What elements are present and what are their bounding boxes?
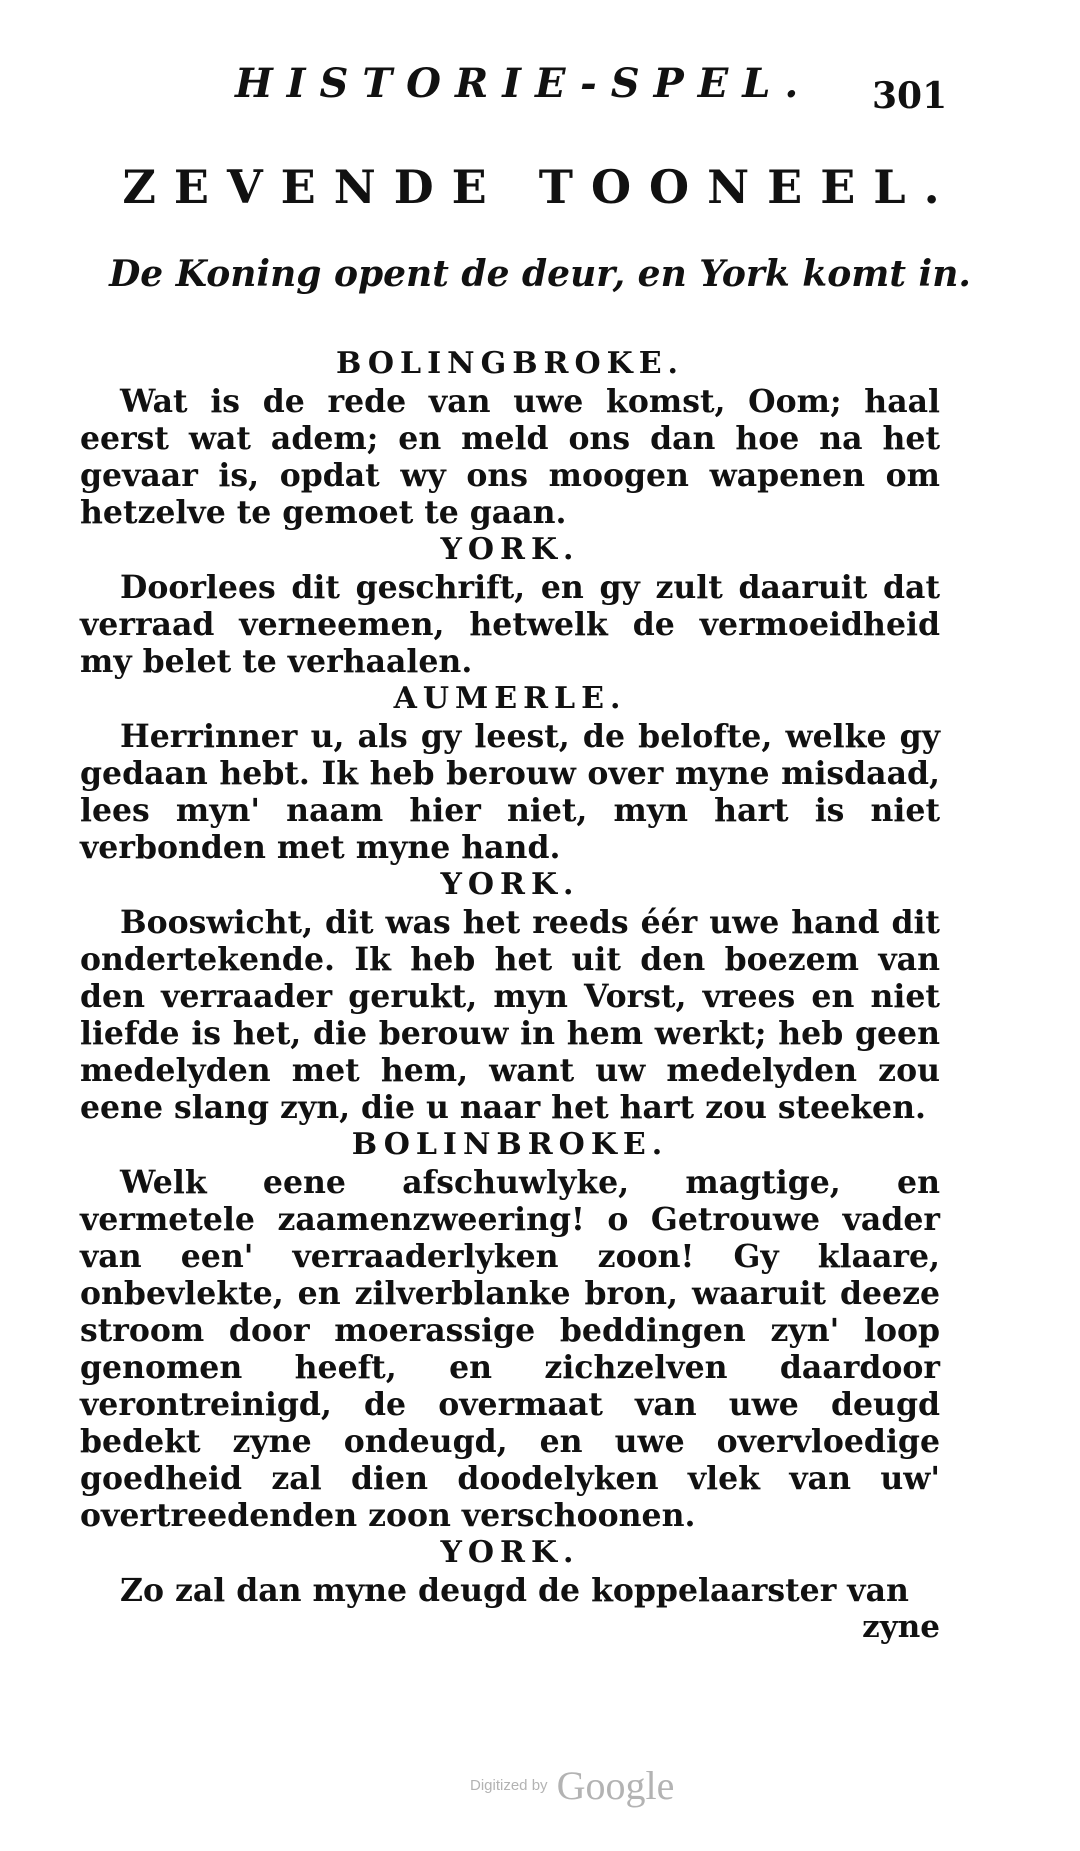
speaker-name: AUMERLE. bbox=[393, 681, 627, 716]
speech-text: Booswicht, dit was het reeds éér uwe hand dit ondertekende. Ik heb het uit den boezem van den verraader gerukt, myn Vorst, vrees en niet liefde is het, die berouw in hem werkt; heb geen medelyden met hem, want uw medelyden zou eene slang zyn, die u naar het hart zou steeken. bbox=[80, 904, 940, 1126]
stage-direction: De Koning opent de deur, en York komt in. bbox=[109, 253, 971, 295]
speaker-name: YORK. bbox=[440, 867, 580, 902]
speech-text: Welk eene afschuwlyke, magtige, en vermetele zaamenzweering! o Getrouwe vader van een' verraaderlyken zoon! Gy klaare, onbevlekte, en zilverblanke bron, waaruit deeze stroom door moerassige beddingen zyn' loop genomen heeft, en zichzelven daardoor verontreinigd, de overmaat van uwe deugd bedekt zyne ondeugd, en uwe overvloedige goedheid zal dien doodelyken vlek van uw' overtreedenden zoon verschoonen. bbox=[80, 1164, 940, 1534]
speech-text: Doorlees dit geschrift, en gy zult daaruit dat verraad verneemen, hetwelk de vermoeidheid my belet te verhaalen. bbox=[80, 569, 940, 680]
speaker-name: BOLINBROKE. bbox=[351, 1127, 669, 1162]
speech-text: Herrinner u, als gy leest, de belofte, welke gy gedaan hebt. Ik heb berouw over myne misdaad, lees myn' naam hier niet, myn hart is niet verbonden met myne hand. bbox=[80, 718, 940, 866]
catchword: zyne bbox=[862, 1609, 940, 1645]
digitization-watermark bbox=[470, 1762, 674, 1809]
scene-title: ZEVENDE TOONEEL. bbox=[122, 160, 958, 214]
speech-text: Wat is de rede van uwe komst, Oom; haal eerst wat adem; en meld ons dan hoe na het gevaar is, opdat wy ons moogen wapenen om hetzelve te gemoet te gaan. bbox=[80, 383, 940, 531]
watermark-prefix: Digitized by bbox=[470, 1777, 548, 1794]
speech-text: Zo zal dan myne deugd de koppelaarster van bbox=[120, 1572, 909, 1609]
speaker-name: YORK. bbox=[440, 532, 580, 567]
google-logo: Google bbox=[556, 1763, 675, 1808]
running-title: HISTORIE-SPEL. bbox=[235, 60, 813, 107]
speaker-name: BOLINGBROKE. bbox=[335, 346, 685, 381]
page-number: 301 bbox=[872, 75, 948, 117]
speaker-name: YORK. bbox=[440, 1535, 580, 1570]
dialogue-body bbox=[80, 345, 940, 1646]
